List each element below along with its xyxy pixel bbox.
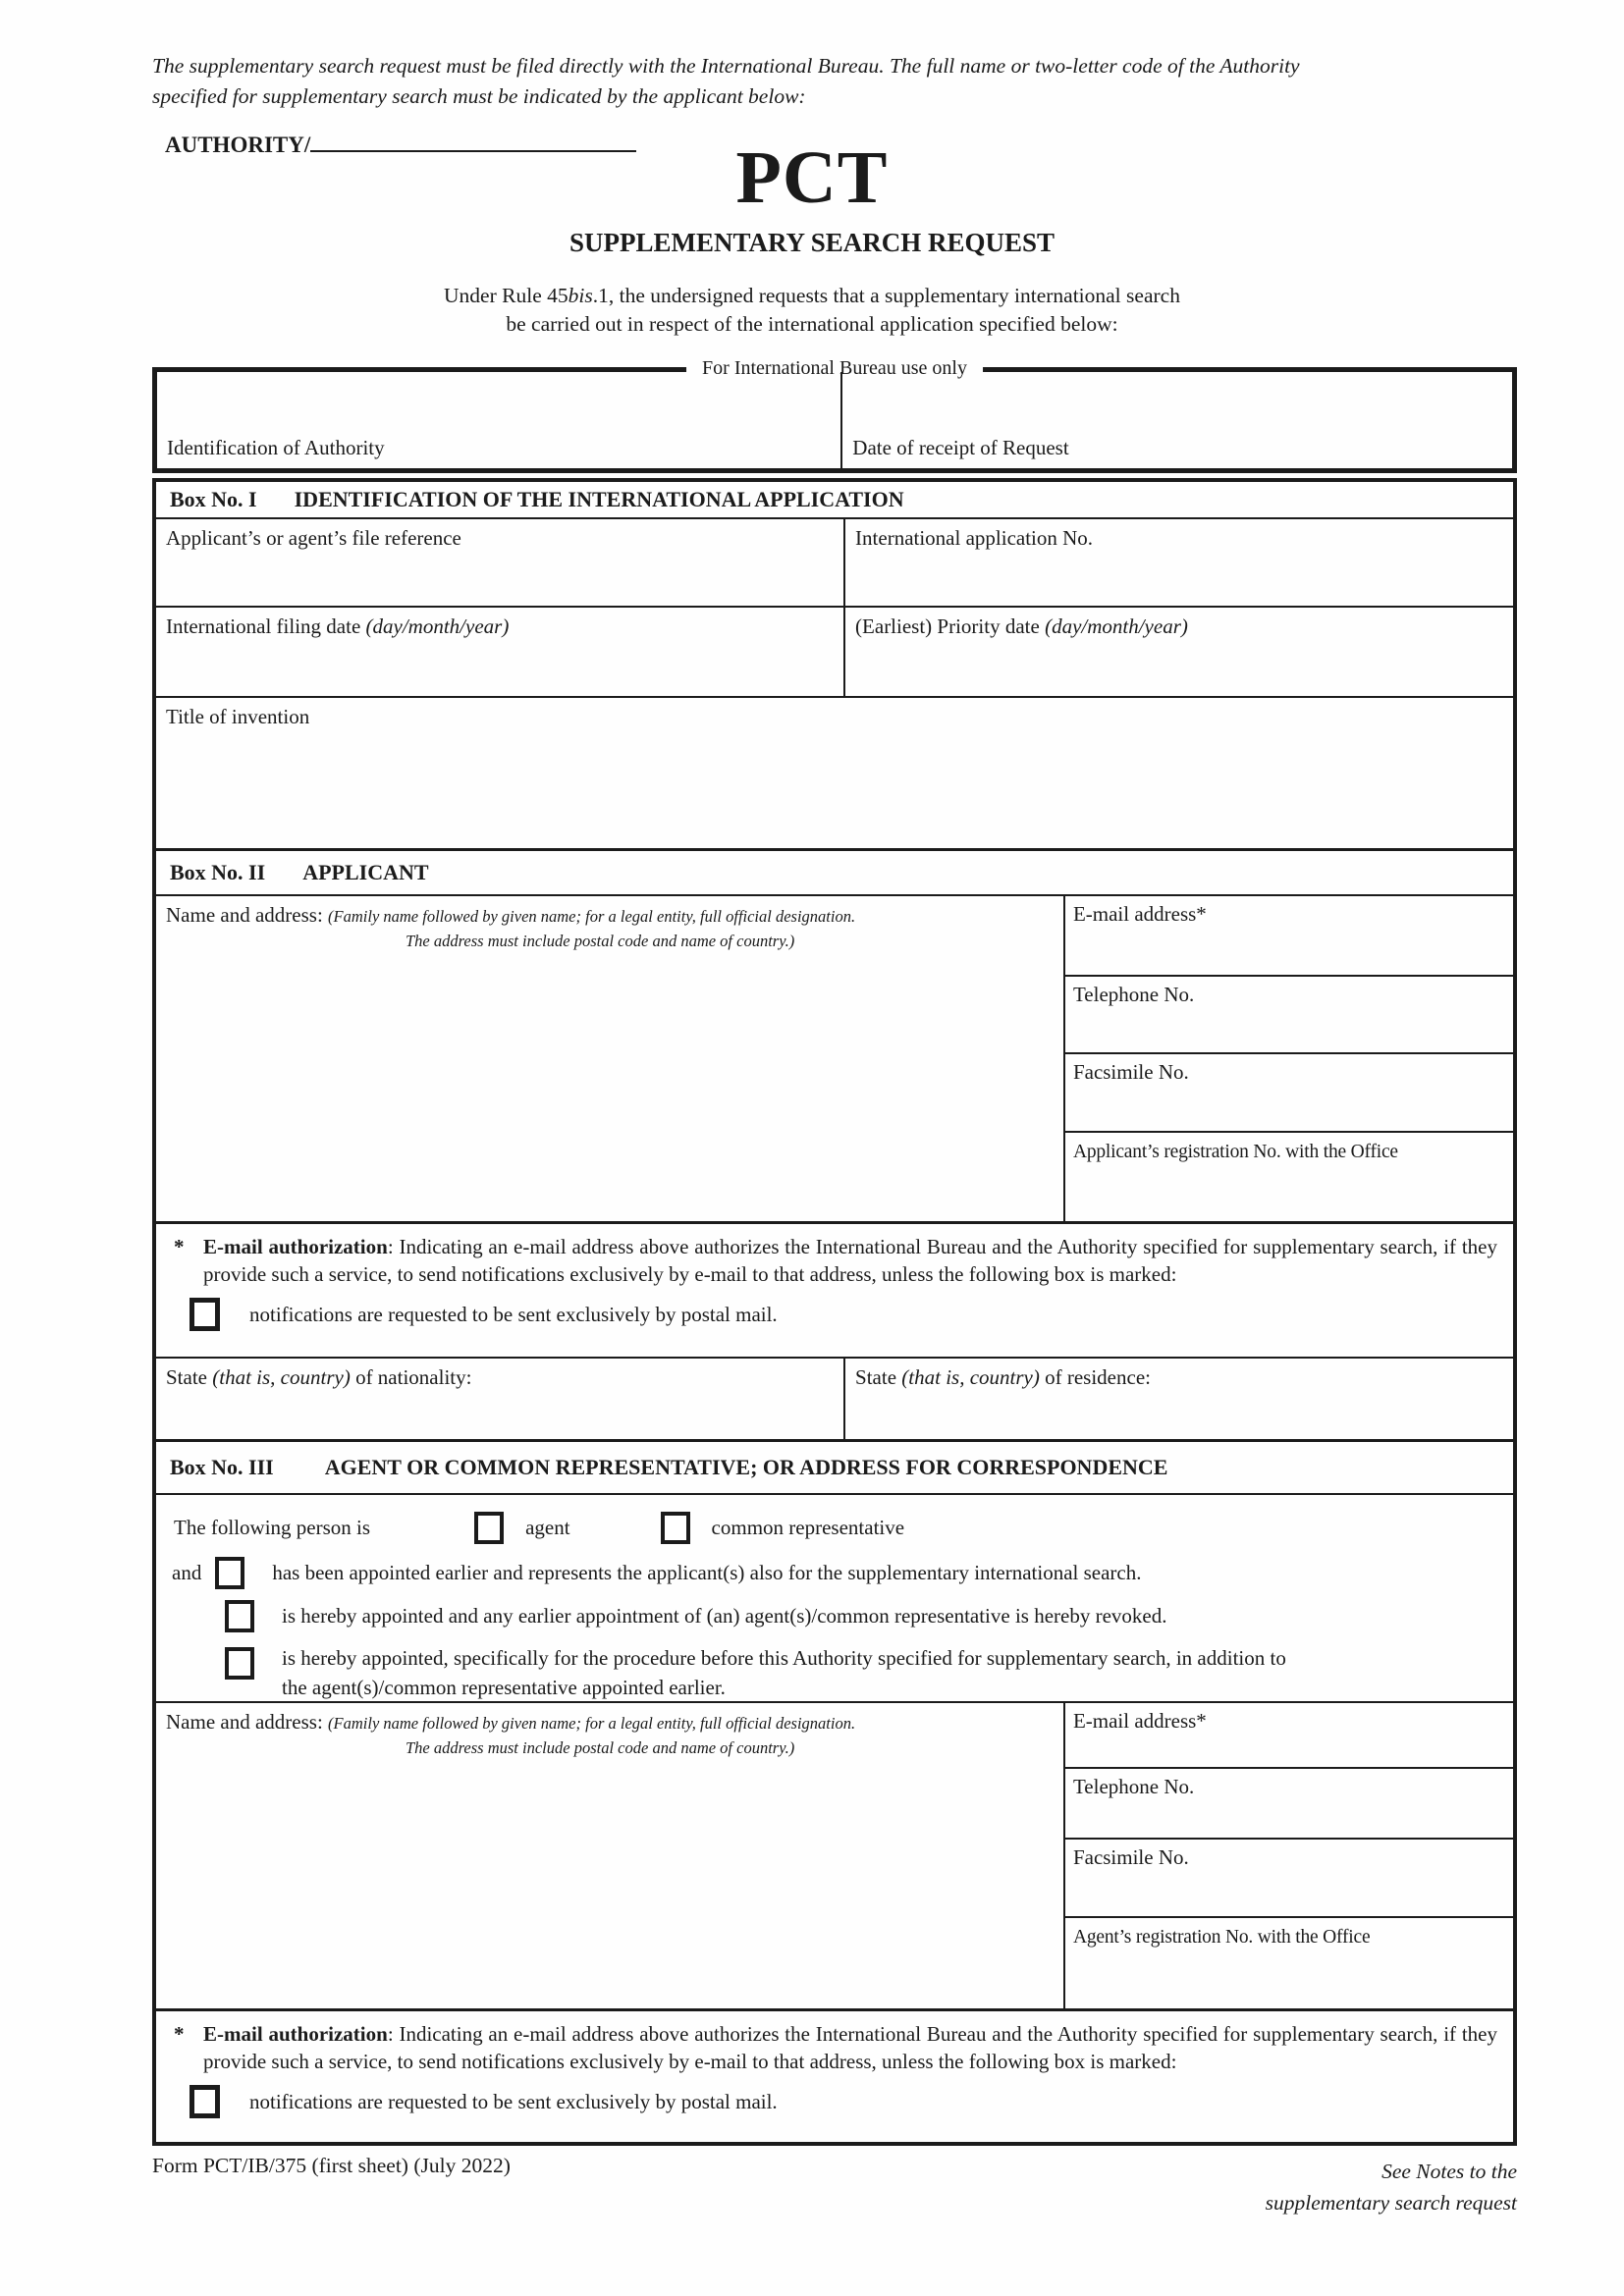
email-auth1-body: : Indicating an e-mail address above authorizes the International Bureau and the Authority specified for supplementary search, if they provide such a service, to send notifications exclusively by e-mail to that address, unless the following box is marked:: [203, 1235, 1497, 1286]
agent-name-note2: The address must include postal code and name of country.): [406, 1738, 795, 1757]
applicant-registration-field[interactable]: [1065, 1131, 1513, 1221]
priority-date-label: (Earliest) Priority date: [855, 614, 1046, 638]
state-nationality-pre: State: [166, 1365, 213, 1389]
email-auth2-check-row: [189, 2085, 1497, 2118]
applicant-email-label: E-mail address*: [1072, 902, 1207, 926]
date-of-receipt-label: Date of receipt of Request: [852, 436, 1069, 459]
agent-name-note1: (Family name followed by given name; for a legal entity, full official designation.: [328, 1714, 856, 1733]
file-reference-field[interactable]: [156, 519, 845, 606]
identification-of-authority-label: Identification of Authority: [167, 436, 385, 459]
page-subtitle: SUPPLEMENTARY SEARCH REQUEST: [568, 228, 1056, 257]
box2-side-column: [1065, 896, 1513, 1221]
agent-registration-field[interactable]: [1065, 1916, 1513, 2008]
box3-checkbox-area: [156, 1493, 1513, 1701]
box1-row-title: [156, 696, 1513, 848]
and-label: and: [172, 1561, 202, 1584]
box2-main-row: [156, 894, 1513, 1221]
email-auth1-bold: E-mail authorization: [203, 1235, 388, 1258]
state-residence-italic: (that is, country): [901, 1365, 1040, 1389]
email-auth2-paragraph: [174, 2021, 1497, 2075]
box2-number: Box No. II: [170, 860, 266, 884]
box2-title: APPLICANT: [302, 860, 429, 884]
priority-date-note: (day/month/year): [1045, 614, 1188, 638]
rule-line1-bis: bis: [568, 284, 593, 307]
box1-number: Box No. I: [170, 487, 257, 511]
rule-line2: be carried out in respect of the international application specified below:: [506, 312, 1118, 336]
applicant-phone-label: Telephone No.: [1072, 982, 1195, 1006]
box3-title: AGENT OR COMMON REPRESENTATIVE; OR ADDRESS FOR CORRESPONDENCE: [324, 1455, 1168, 1479]
hereby-appointed-specific-label: [282, 1643, 1286, 1702]
agent-label: agent: [525, 1516, 570, 1539]
postal-mail-label-1: notifications are requested to be sent exclusively by postal mail.: [249, 1302, 778, 1326]
appointed-earlier-line: [172, 1557, 1513, 1589]
appointed-earlier-label: has been appointed earlier and represents the applicant(s) also for the supplementary international search.: [272, 1561, 1142, 1584]
intro-line2: specified for supplementary search must be indicated by the applicant below:: [152, 84, 806, 108]
filing-date-label: International filing date: [166, 614, 366, 638]
file-reference-label: Applicant’s or agent’s file reference: [166, 526, 461, 550]
rule-statement: [0, 282, 1624, 339]
title-of-invention-field[interactable]: [156, 698, 1513, 848]
hereby-appointed-revoked-line: [225, 1600, 1513, 1632]
box3-number: Box No. III: [170, 1455, 274, 1479]
box1-row-a: [156, 517, 1513, 606]
applicant-name-note2: The address must include postal code and name of country.): [406, 932, 795, 950]
agent-fax-field[interactable]: [1065, 1838, 1513, 1915]
email-auth1-star: *: [174, 1235, 185, 1258]
agent-email-label: E-mail address*: [1072, 1709, 1207, 1733]
state-row: [156, 1357, 1513, 1439]
rule-line1-post: .1, the undersigned requests that a supplementary international search: [592, 284, 1180, 307]
date-of-receipt-field[interactable]: [842, 372, 1512, 468]
title-of-invention-label: Title of invention: [166, 705, 310, 728]
hereby-appointed-specific-line2: the agent(s)/common representative appointed earlier.: [282, 1676, 726, 1699]
hereby-appointed-revoked-label: is hereby appointed and any earlier appointment of (an) agent(s)/common representative is hereby revoked.: [282, 1604, 1167, 1628]
email-auth2-text: [203, 2021, 1497, 2075]
box3-main-row: [156, 1701, 1513, 2008]
applicant-name-note1: (Family name followed by given name; for a legal entity, full official designation.: [328, 907, 856, 926]
ib-box-legend: For International Bureau use only: [686, 357, 983, 380]
rule-line1-pre: Under Rule 45: [444, 284, 568, 307]
email-auth1-check-row: [189, 1298, 1497, 1331]
hereby-appointed-specific-line1: is hereby appointed, specifically for the procedure before this Authority specified for supplementary search, in addition to: [282, 1646, 1286, 1670]
person-type-line: [174, 1512, 1513, 1544]
intro-instructions: [152, 51, 1527, 112]
box1-title: IDENTIFICATION OF THE INTERNATIONAL APPLICATION: [294, 487, 904, 511]
agent-email-field[interactable]: [1065, 1703, 1513, 1767]
applicant-fax-label: Facsimile No.: [1072, 1060, 1189, 1085]
agent-name-address-label: Name and address:: [166, 1710, 329, 1734]
state-residence-post: of residence:: [1039, 1365, 1151, 1389]
state-residence-field[interactable]: [845, 1359, 1513, 1439]
priority-date-field[interactable]: [845, 608, 1513, 696]
see-notes-line1: See Notes to the: [1381, 2160, 1517, 2183]
state-nationality-post: of nationality:: [350, 1365, 472, 1389]
email-auth2-star: *: [174, 2022, 185, 2046]
appointed-earlier-checkbox[interactable]: [215, 1557, 244, 1589]
agent-registration-label: Agent’s registration No. with the Office: [1072, 1926, 1371, 1948]
applicant-fax-field[interactable]: [1065, 1052, 1513, 1131]
applicant-phone-field[interactable]: [1065, 975, 1513, 1053]
applicant-email-field[interactable]: [1065, 896, 1513, 975]
state-nationality-italic: (that is, country): [212, 1365, 351, 1389]
hereby-appointed-specific-checkbox[interactable]: [225, 1647, 254, 1680]
agent-checkbox[interactable]: [474, 1512, 504, 1544]
identification-of-authority-field[interactable]: [157, 372, 842, 468]
box3-side-column: [1065, 1703, 1513, 2008]
state-residence-pre: State: [855, 1365, 902, 1389]
box3-header: [156, 1439, 1513, 1493]
email-authorization-2: [156, 2008, 1513, 2142]
email-auth1-text: [203, 1234, 1497, 1288]
intl-application-no-label: International application No.: [855, 526, 1094, 550]
box1-row-b: [156, 606, 1513, 696]
email-auth2-bold: E-mail authorization: [203, 2022, 388, 2046]
authority-label: AUTHORITY/: [165, 133, 311, 157]
agent-phone-field[interactable]: [1065, 1767, 1513, 1839]
hereby-appointed-specific-line: [225, 1643, 1513, 1702]
box2-header: [156, 848, 1513, 894]
agent-fax-label: Facsimile No.: [1072, 1845, 1189, 1870]
box1-header: [156, 482, 1513, 517]
page-title: PCT: [735, 136, 889, 219]
see-notes: [1026, 2156, 1517, 2218]
email-auth2-body: : Indicating an e-mail address above authorizes the International Bureau and the Authority specified for supplementary search, if they provide such a service, to send notifications exclusively by e-mail to that address, unless the following box is marked:: [203, 2022, 1497, 2073]
state-nationality-field[interactable]: [156, 1359, 845, 1439]
intl-application-no-field[interactable]: [845, 519, 1513, 606]
applicant-registration-label: Applicant’s registration No. with the Office: [1072, 1141, 1398, 1162]
intro-line1: The supplementary search request must be filed directly with the International Bureau. The full name or two-letter code of the Authority: [152, 54, 1300, 78]
person-type-label: The following person is: [174, 1516, 371, 1539]
see-notes-line2: supplementary search request: [1265, 2191, 1517, 2215]
filing-date-field[interactable]: [156, 608, 845, 696]
common-representative-label: common representative: [711, 1516, 905, 1539]
hereby-appointed-revoked-checkbox[interactable]: [225, 1600, 254, 1632]
postal-mail-checkbox-1[interactable]: [189, 1298, 220, 1331]
ib-use-only-box: [152, 357, 1517, 473]
agent-name-address-field[interactable]: [156, 1703, 1065, 2008]
postal-mail-label-2: notifications are requested to be sent exclusively by postal mail.: [249, 2089, 778, 2113]
applicant-name-address-label: Name and address:: [166, 903, 329, 927]
form-number: Form PCT/IB/375 (first sheet) (July 2022): [152, 2154, 511, 2177]
common-representative-checkbox[interactable]: [661, 1512, 690, 1544]
main-form-box: [152, 478, 1517, 2146]
applicant-name-address-field[interactable]: [156, 896, 1065, 1221]
agent-phone-label: Telephone No.: [1072, 1774, 1195, 1798]
email-auth1-paragraph: [174, 1234, 1497, 1288]
postal-mail-checkbox-2[interactable]: [189, 2085, 220, 2118]
email-authorization-1: [156, 1221, 1513, 1357]
filing-date-note: (day/month/year): [365, 614, 510, 638]
